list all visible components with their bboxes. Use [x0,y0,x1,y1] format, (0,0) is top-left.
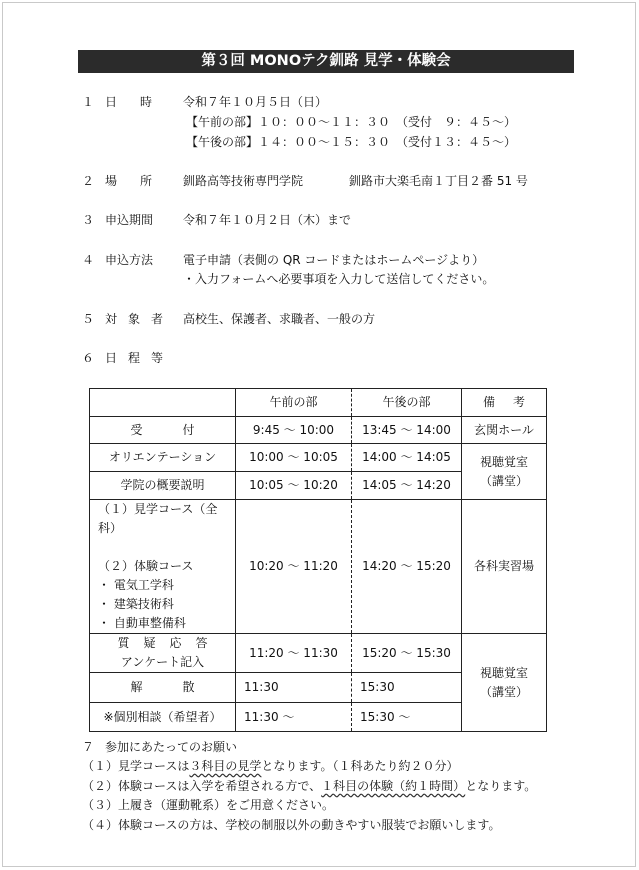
document-title: 第３回 MONOテク釧路 見学・体験会 [78,50,574,73]
header-note: 備考 [462,389,547,417]
table-row: 質疑応答 アンケート記入 11:20 ～ 11:30 15:20 ～ 15:30 視聴覚室 （講堂） [90,634,547,673]
table-row: （１）見学コース（全科） （２）体験コース ・ 電気工学科 ・ 建築技術科 ・ 自動車整備科 10:20 ～ 11:20 14:20 ～ 15:20 各科実習場 [90,500,547,634]
place-name: 釧路高等技術専門学院 [183,174,304,188]
target-value: 高校生、保護者、求職者、一般の方 [183,312,376,326]
row-label: 受付 [90,417,236,444]
table-row: ※個別相談（希望者） 11:30 ～ 15:30 ～ [90,703,547,732]
request-1: （１）見学コースは３科目の見学となります。（１科あたり約２０分） [82,759,459,773]
date-value: 令和７年１０月５日（日） [183,95,328,109]
schedule-table [89,388,547,732]
place-address: 釧路市大楽毛南１丁目２番 51 号 [349,174,528,188]
method-line1: 電子申請（表側の QR コードまたはホームページより） [183,253,485,267]
table-row: 学院の概要説明 10:05 ～ 10:20 14:05 ～ 14:20 [90,472,547,500]
request-2: （２）体験コースは入学を希望される方で、１科目の体験（約１時間）となります。 [82,779,537,793]
note-av-room: 視聴覚室 （講堂） [462,444,547,500]
deadline-value: 令和７年１０月２日（木）まで [183,213,352,227]
method-line2: ・入力フォームへ必要事項を入力して送信してください。 [183,272,495,286]
item-number: １ [82,95,95,109]
table-row: 解散 11:30 15:30 [90,673,547,703]
request-3: （３）上履き（運動靴系）をご用意ください。 [82,798,335,812]
table-row: 受付 9:45 ～ 10:00 13:45 ～ 14:00 玄関ホール [90,417,547,444]
table-row: オリエンテーション 10:00 ～ 10:05 14:00 ～ 14:05 視聴覚室 （講堂） [90,444,547,472]
note-av-room: 視聴覚室 （講堂） [462,634,547,732]
course-cell: （１）見学コース（全科） （２）体験コース ・ 電気工学科 ・ 建築技術科 ・ 自動車整備科 [90,500,236,634]
header-pm: 午後の部 [352,389,462,417]
request-4: （４）体験コースの方は、学校の制服以外の動きやすい服装でお願いします。 [82,818,501,832]
item-label: 日時 [105,95,176,109]
table-header-row [90,389,547,417]
header-am: 午前の部 [236,389,352,417]
